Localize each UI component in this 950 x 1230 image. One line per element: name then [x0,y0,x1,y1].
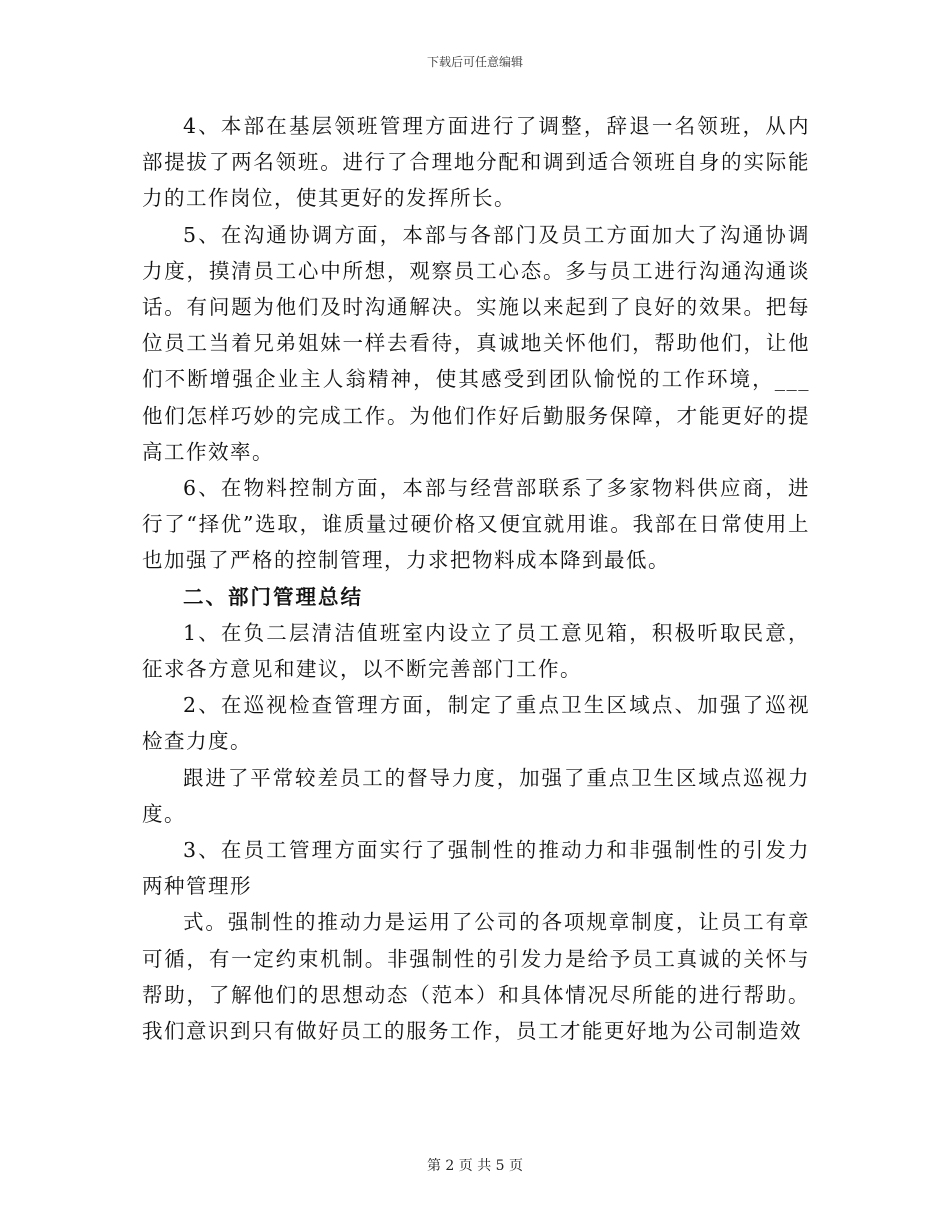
document-body [142,108,810,1049]
section-heading: 二、部门管理总结 [183,584,363,609]
paragraph-item-6: 6、在物料控制方面，本部与经营部联系了多家物料供应商，进行了“择优”选取，谁质量过硬价格又便宜就用谁。我部在日常使用上也加强了严格的控制管理，力求把物料成本降到最低。 [142,476,810,573]
paragraph-followup: 跟进了平常较差员工的督导力度，加强了重点卫生区域点巡视力度。 [142,765,810,826]
paragraph-item-3: 3、在员工管理方面实行了强制性的推动力和非强制性的引发力两种管理形 [142,838,810,899]
paragraph-item-2: 2、在巡视检查管理方面，制定了重点卫生区域点、加强了巡视检查力度。 [142,693,810,754]
paragraph-item-5: 5、在沟通协调方面，本部与各部门及员工方面加大了沟通协调力度，摸清员工心中所想，观察员工心态。多与员工进行沟通沟通谈话。有问题为他们及时沟通解决。实施以来起到了良好的效果。把每位员工当着兄弟姐妹一样去看待，真诚地关怀他们，帮助他们，让他们不断增强企业主人翁精神，使其感受到团队愉悦的工作环境，___他们怎样巧妙的完成工作。为他们作好后勤服务保障，才能更好的提高工作效率。 [142,222,810,464]
paragraph-item-4: 4、本部在基层领班管理方面进行了调整，辞退一名领班，从内部提拔了两名领班。进行了合理地分配和调到适合领班自身的实际能力的工作岗位，使其更好的发挥所长。 [142,114,810,211]
page-header: 下载后可任意编辑 [426,55,523,69]
paragraph-item-1: 1、在负二层清洁值班室内设立了员工意见箱，积极听取民意，征求各方意见和建议，以不断完善部门工作。 [142,620,810,682]
page-number-footer: 第 2 页 共 5 页 [426,1158,524,1174]
paragraph-item-3-continued: 式。强制性的推动力是运用了公司的各项规章制度，让员工有章可循，有一定约束机制。非强制性的引发力是给予员工真诚的关怀与帮助，了解他们的思想动态（范本）和具体情况尽所能的进行帮助。我们意识到只有做好员工的服务工作，员工才能更好地为公司制造效 [142,910,810,1044]
